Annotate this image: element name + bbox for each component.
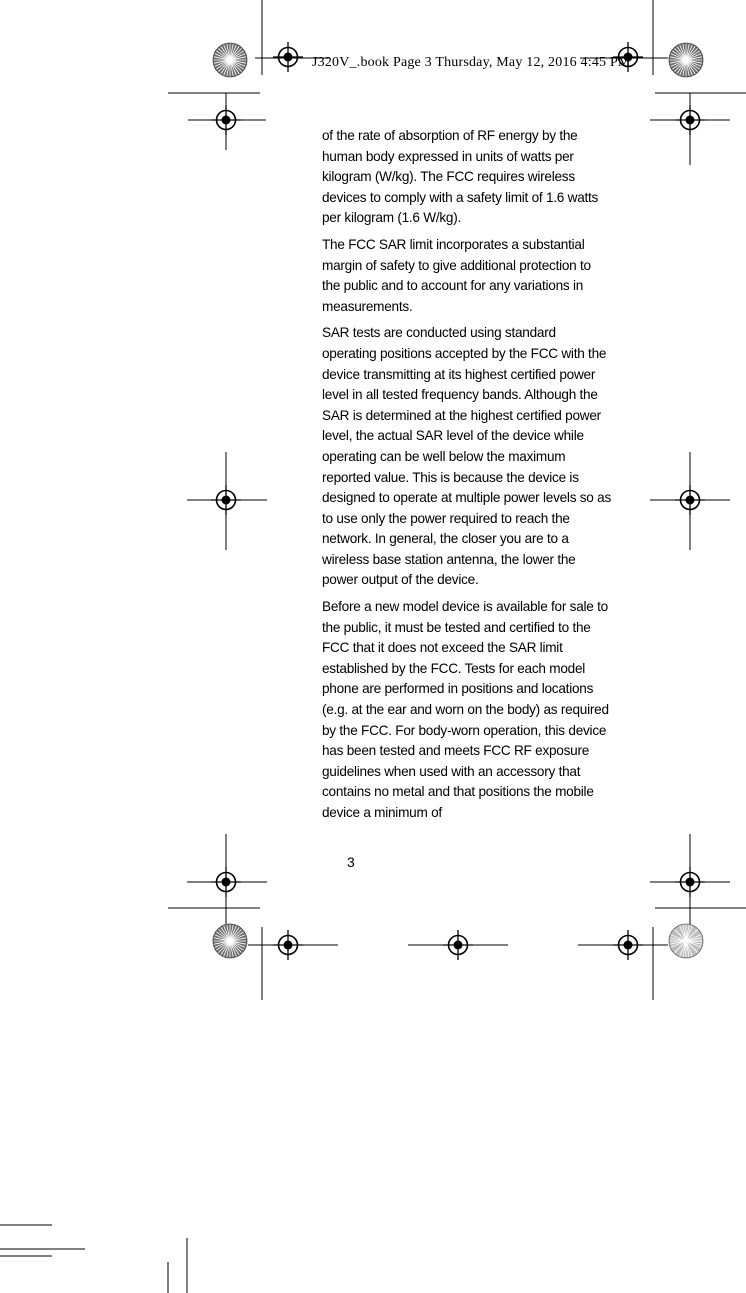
paragraph-sar-tests: SAR tests are conducted using standard operating positions accepted by the FCC with the device transmitting at its highest certified power level in all tested frequency bands. Although the SAR is determined at the highest certified power level, the actual SAR level of the device while operating can be well below the maximum reported value. This is because the device is designed to operate at multiple power levels so as to use only the power required to reach the network. In general, the closer you are to a wireless base station antenna, the lower the power output of the device. (322, 325, 612, 588)
page-number: 3 (347, 854, 355, 870)
paragraph-certification: Before a new model device is available for sale to the public, it must be tested and certified to the FCC that it does not exceed the SAR limit established by the FCC. Tests for each model phone are performed in positions and locations (e.g. at the ear and worn on the body) as required by the FCC. For body-worn operation, this device has been tested and meets FCC RF exposure guidelines when used with an accessory that contains no metal and that positions the mobile device a minimum of (322, 599, 609, 820)
book-slug-header: J320V_.book Page 3 Thursday, May 12, 2016 4:45 PM (312, 55, 631, 70)
paragraph-sar-definition: of the rate of absorption of RF energy by the human body expressed in units of watts per kilogram (W/kg). The FCC requires wireless devices to comply with a safety limit of 1.6 watts per kilogram (1.6 W/kg). (322, 128, 599, 226)
body-text (322, 126, 612, 830)
paragraph-sar-limit: The FCC SAR limit incorporates a substantial margin of safety to give additional protection to the public and to account for any variations in measurements. (322, 236, 591, 314)
